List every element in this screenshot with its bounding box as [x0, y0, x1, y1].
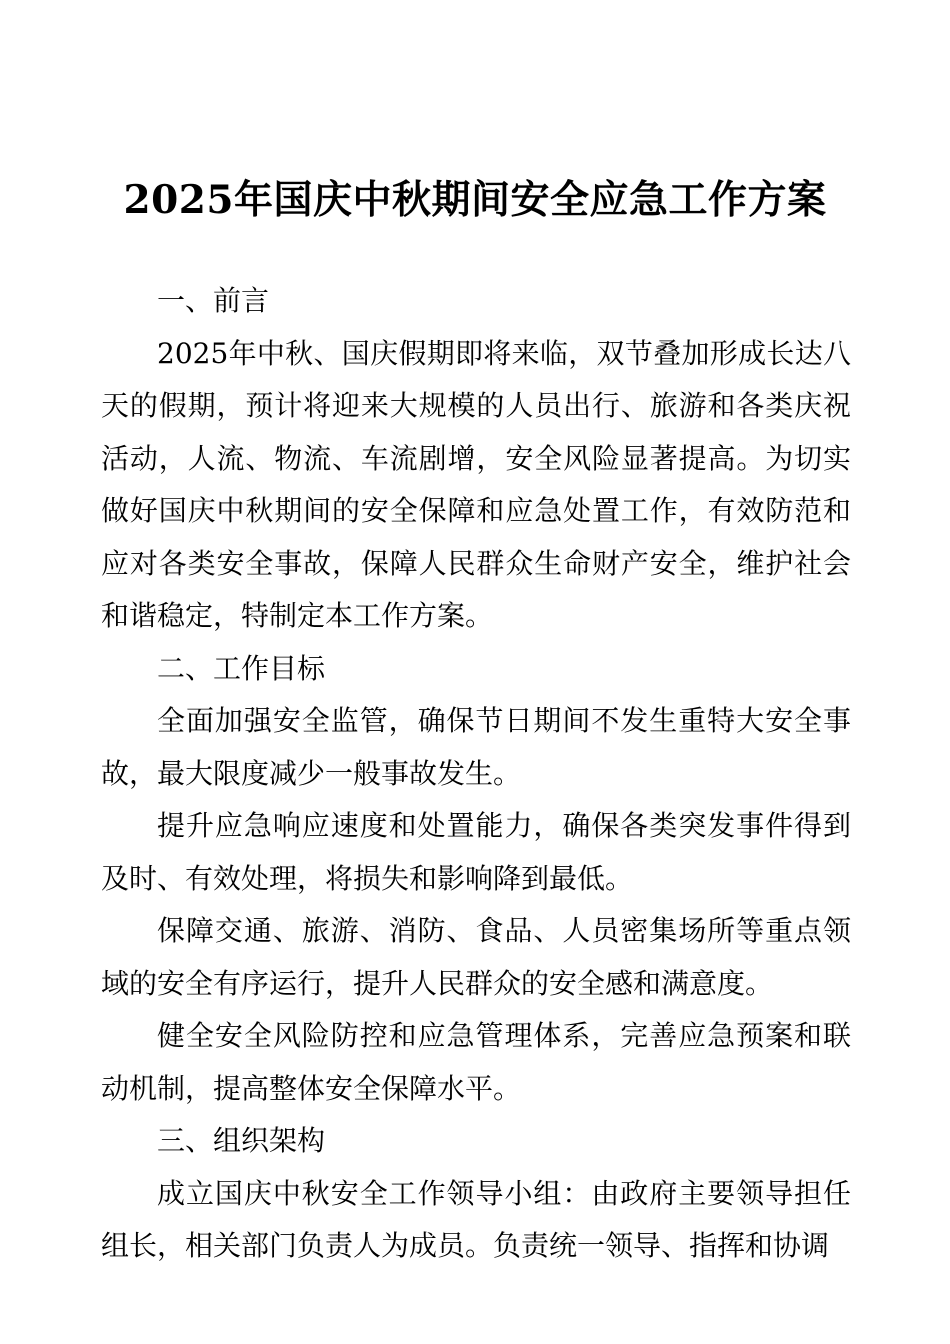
goal-paragraph-1: 全面加强安全监管，确保节日期间不发生重特大安全事故，最大限度减少一般事故发生。	[101, 704, 851, 790]
organization-paragraph: 成立国庆中秋安全工作领导小组：由政府主要领导担任组长，相关部门负责人为成员。负责统一领导、指挥和协调	[101, 1176, 851, 1262]
section-heading-organization: 三、组织架构	[157, 1124, 326, 1157]
goal-paragraph-2: 提升应急响应速度和处置能力，确保各类突发事件得到及时、有效处理，将损失和影响降到最低。	[101, 809, 851, 895]
preface-paragraph: 2025年中秋、国庆假期即将来临，双节叠加形成长达八天的假期，预计将迎来大规模的人员出行、旅游和各类庆祝活动，人流、物流、车流剧增，安全风险显著提高。为切实做好国庆中秋期间的安全保障和应急处置工作，有效防范和应对各类安全事故，保障人民群众生命财产安全，维护社会和谐稳定，特制定本工作方案。	[101, 336, 851, 632]
document-body	[101, 275, 851, 1273]
section-heading-goals: 二、工作目标	[157, 651, 326, 685]
goal-paragraph-3: 保障交通、旅游、消防、食品、人员密集场所等重点领域的安全有序运行，提升人民群众的安全感和满意度。	[101, 914, 851, 1000]
goal-paragraph-4: 健全安全风险防控和应急管理体系，完善应急预案和联动机制，提高整体安全保障水平。	[101, 1019, 851, 1105]
document-title: 2025年国庆中秋期间安全应急工作方案	[123, 177, 827, 223]
section-heading-preface: 一、前言	[157, 284, 270, 317]
